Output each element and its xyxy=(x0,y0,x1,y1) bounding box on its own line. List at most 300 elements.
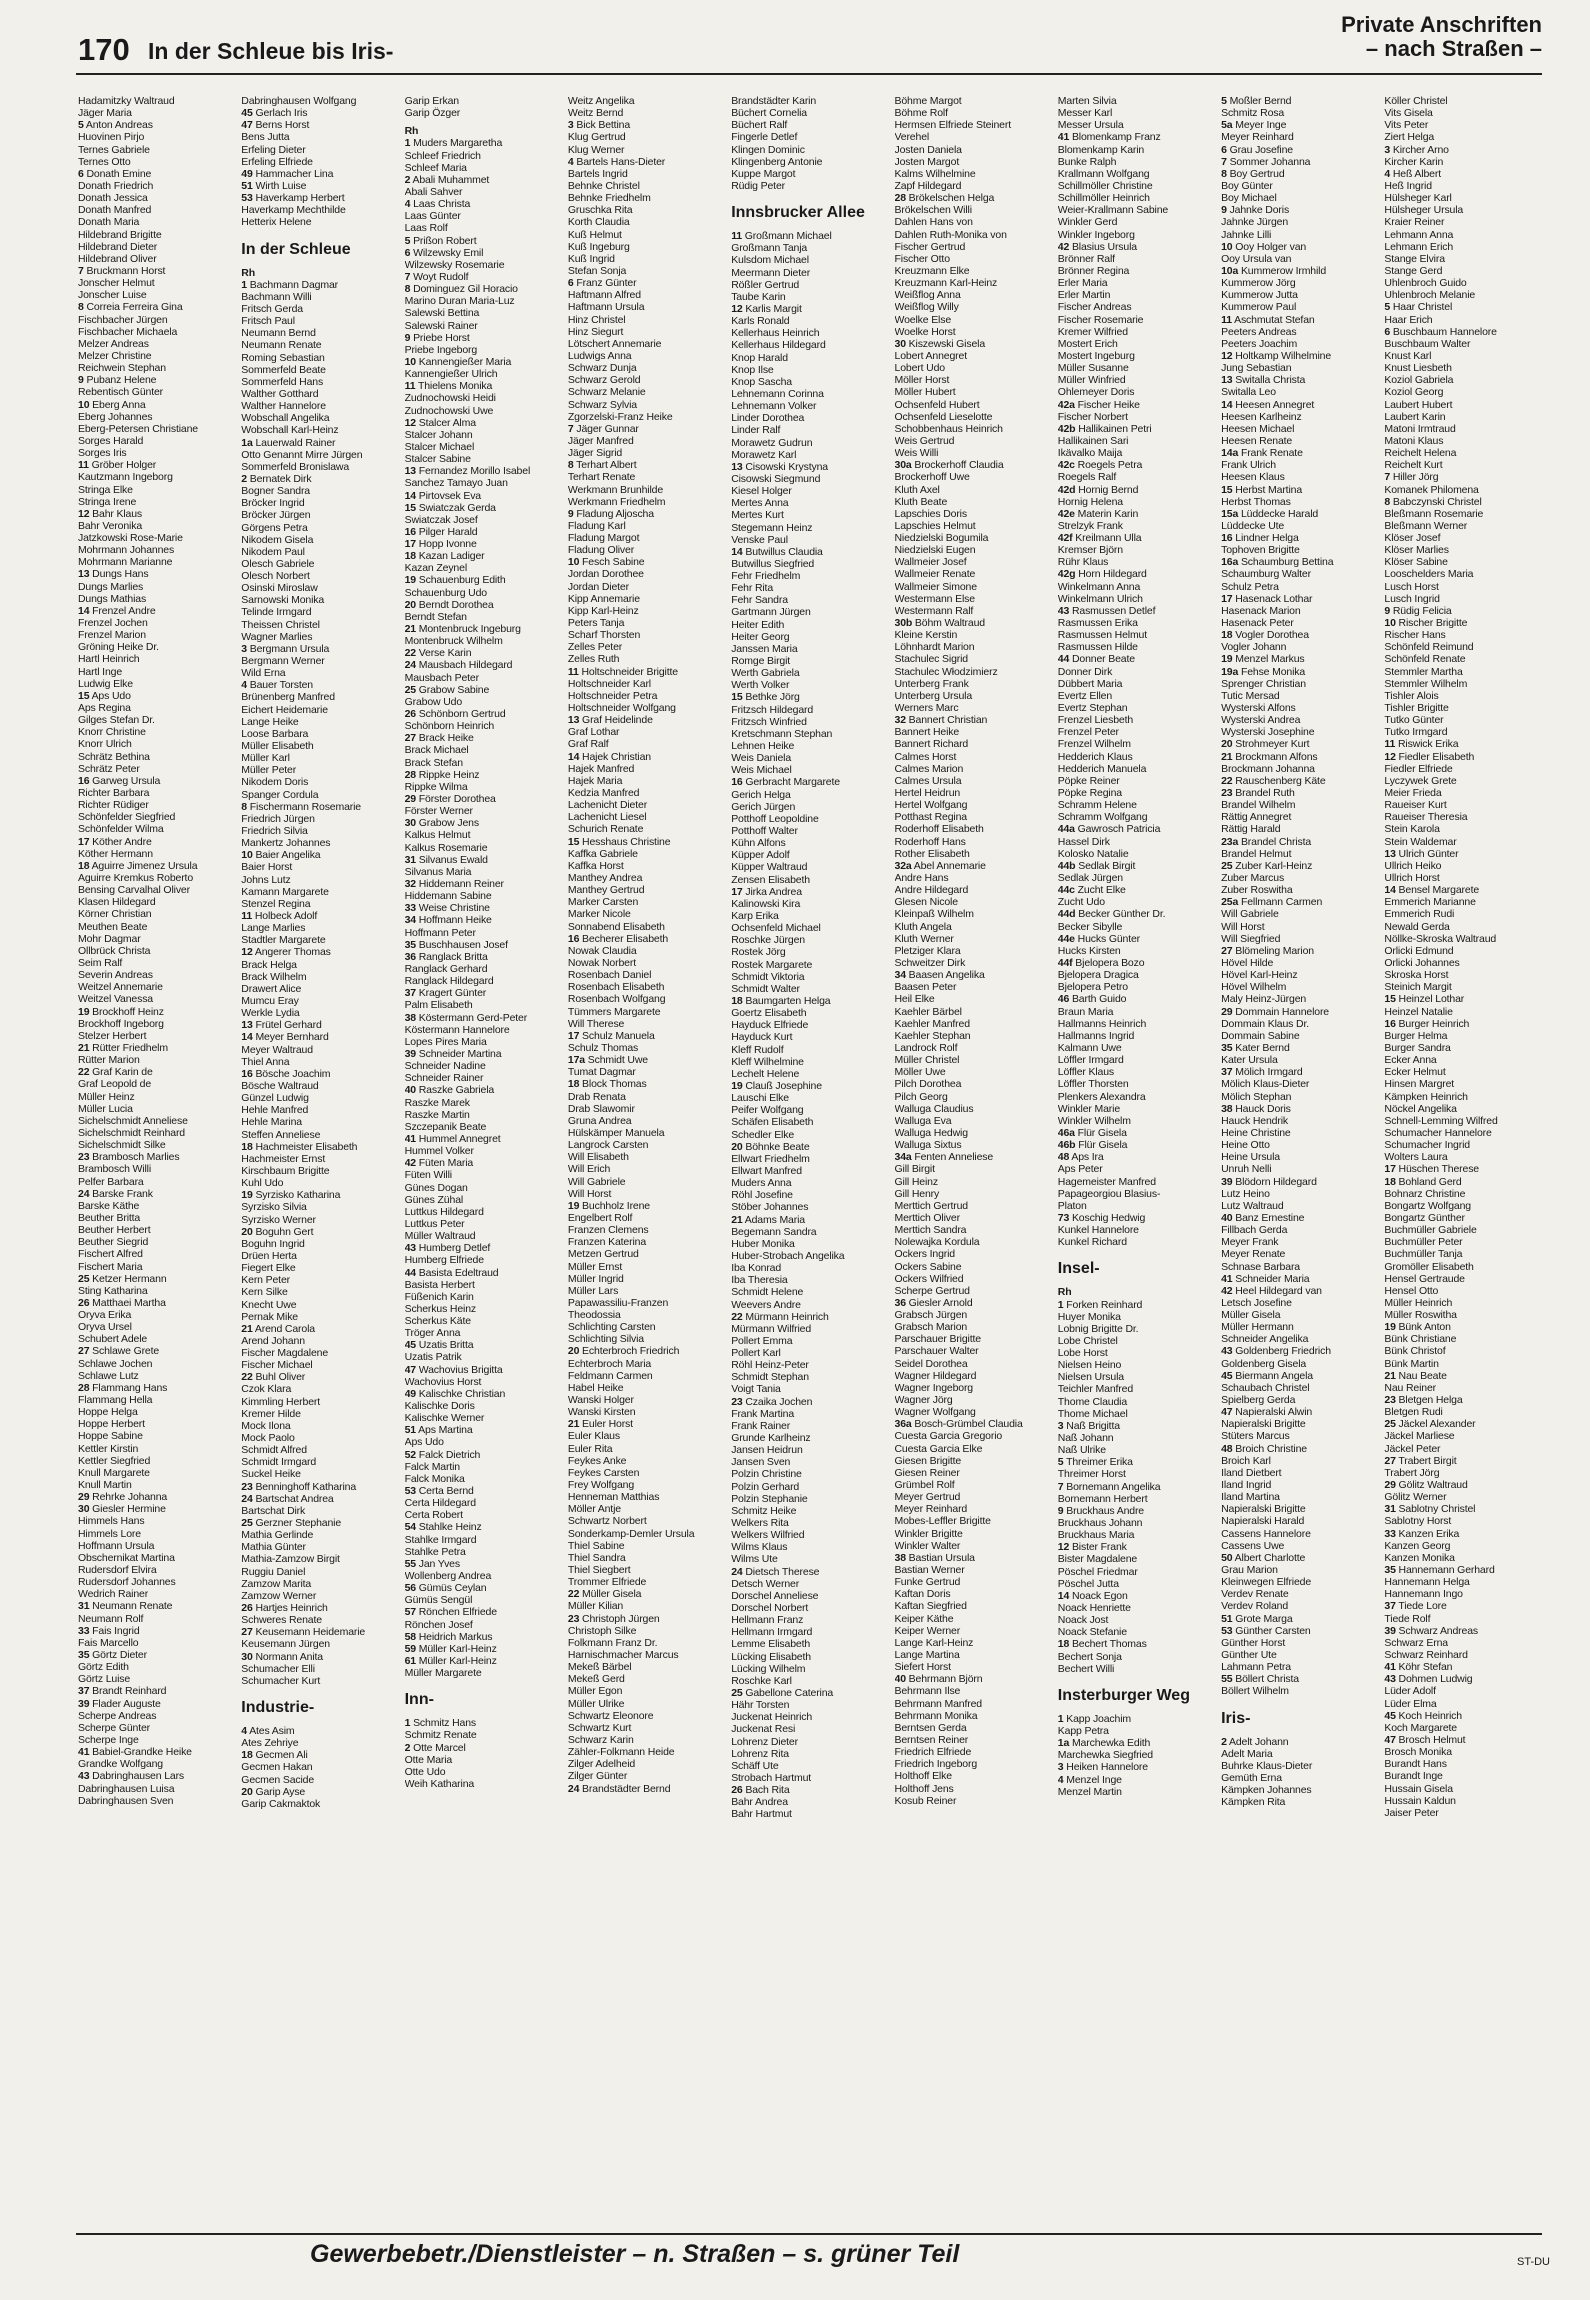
resident-entry: Dabringhausen Luisa xyxy=(78,1782,175,1795)
house-number: 5 xyxy=(1057,1456,1064,1469)
house-number: 15 xyxy=(1384,993,1396,1006)
resident-entry: Kummerow Jutta xyxy=(1221,289,1298,302)
resident-entry: Rosenbach Wolfgang xyxy=(567,993,666,1006)
resident-entry: Kuß Ingeburg xyxy=(567,240,630,253)
resident-entry: Ternes Gabriele xyxy=(78,143,150,156)
house-number: 12 xyxy=(241,946,253,959)
resident-entry: Fehr Rita xyxy=(731,582,774,595)
resident-entry: 42c Roegels Petra xyxy=(1057,459,1143,472)
house-number: 43 xyxy=(1057,604,1070,617)
resident-entry: 4 Bartels Hans-Dieter xyxy=(567,155,666,168)
resident-entry: Fischer Rosemarie xyxy=(1057,313,1144,326)
resident-entry: Osinski Miroslaw xyxy=(241,582,318,595)
resident-entry: 1a Marchewka Edith xyxy=(1057,1737,1151,1750)
house-number: 39 xyxy=(1384,1624,1396,1637)
resident-entry: Tiede Rolf xyxy=(1384,1612,1431,1625)
resident-entry: 21 Brockmann Alfons xyxy=(1221,750,1318,763)
resident-entry: Schwarz Karin xyxy=(567,1733,634,1746)
resident-entry: Grandke Wolfgang xyxy=(78,1758,163,1771)
resident-entry: Janssen Maria xyxy=(731,642,798,655)
resident-entry: Kalischke Doris xyxy=(404,1400,475,1413)
resident-entry: Wachovius Horst xyxy=(404,1375,482,1388)
resident-entry: 30 Giesler Hermine xyxy=(78,1503,166,1516)
resident-entry: 44a Gawrosch Patricia xyxy=(1057,823,1161,836)
resident-entry: Jordan Dorothee xyxy=(567,568,644,581)
resident-entry: Werth Gabriela xyxy=(731,667,800,680)
resident-entry: Venske Paul xyxy=(731,533,788,546)
resident-entry: Ellwart Manfred xyxy=(731,1164,802,1177)
house-number: 4 xyxy=(241,1725,247,1737)
resident-entry: 23 Brambosch Marlies xyxy=(78,1151,180,1164)
resident-entry: Reichelt Helena xyxy=(1384,447,1457,460)
resident-entry: Looschelders Maria xyxy=(1384,568,1474,581)
resident-entry: Stalcer Johann xyxy=(404,428,473,441)
resident-entry: Will Therese xyxy=(567,1017,625,1030)
resident-entry: Reichelt Kurt xyxy=(1384,459,1443,472)
resident-entry: Kühn Alfons xyxy=(731,837,786,850)
directory-column xyxy=(1058,95,1224,2210)
house-number: 43 xyxy=(1384,1673,1396,1686)
resident-entry: 38 Bastian Ursula xyxy=(894,1551,975,1564)
house-number: 51 xyxy=(1221,1612,1233,1625)
resident-entry: Reichwein Stephan xyxy=(78,362,166,375)
house-number: 14 xyxy=(567,750,580,763)
resident-entry: Harnischmacher Marcus xyxy=(567,1649,679,1661)
house-number: 40 xyxy=(894,1673,906,1686)
resident-entry: Hövel Karl-Heinz xyxy=(1221,969,1298,982)
resident-entry: Taube Karin xyxy=(731,290,786,303)
resident-entry: Jonscher Luise xyxy=(78,289,147,302)
resident-entry: Schulz Thomas xyxy=(567,1041,639,1054)
resident-entry: Lusch Ingrid xyxy=(1384,592,1440,605)
resident-entry: 27 Brack Heike xyxy=(404,732,474,745)
house-number: 13 xyxy=(567,714,580,727)
resident-entry: 9 Rüdig Felicia xyxy=(1384,604,1452,617)
resident-entry: Frank Rainer xyxy=(731,1419,791,1432)
resident-entry: Euler Rita xyxy=(567,1442,613,1455)
resident-entry: Fischbacher Michaela xyxy=(78,325,178,338)
resident-entry: Skroska Horst xyxy=(1384,969,1449,982)
resident-entry: Mertes Kurt xyxy=(731,509,784,522)
house-number: 52 xyxy=(404,1448,416,1461)
house-number: 27 xyxy=(1384,1454,1396,1467)
resident-entry: 25 Gerzner Stephanie xyxy=(241,1517,342,1530)
resident-entry: Mölich Stephan xyxy=(1221,1090,1292,1103)
resident-entry: Bruckhaus Maria xyxy=(1057,1529,1135,1542)
house-number: 41 xyxy=(1384,1661,1396,1674)
resident-entry: 45 Koch Heinrich xyxy=(1384,1709,1462,1722)
house-number: 10 xyxy=(567,556,580,569)
resident-entry: 48 Broich Christine xyxy=(1221,1442,1307,1455)
resident-entry: Silvanus Maria xyxy=(404,865,472,878)
house-number: 14 xyxy=(1057,1589,1070,1602)
resident-entry: Gromöller Elisabeth xyxy=(1384,1260,1474,1273)
resident-entry: Pollert Emma xyxy=(731,1334,793,1347)
resident-entry: 14 Pirtovsek Eva xyxy=(404,489,481,502)
resident-entry: 42 Füten Maria xyxy=(404,1157,474,1170)
resident-entry: Keiper Werner xyxy=(894,1624,961,1637)
resident-entry: Scherpe Günter xyxy=(78,1721,151,1734)
house-number: 2 xyxy=(241,472,247,485)
resident-entry: 25 Gabellone Caterina xyxy=(731,1687,834,1699)
house-number: 2 xyxy=(404,173,411,186)
resident-entry: Oryva Erika xyxy=(78,1309,132,1322)
house-number: 24 xyxy=(78,1187,90,1200)
resident-entry: Löffler Irmgard xyxy=(1057,1054,1124,1067)
resident-entry: 33 Kanzen Erika xyxy=(1384,1527,1460,1540)
house-number: 14 xyxy=(241,1031,253,1044)
resident-entry: Jansen Heidrun xyxy=(731,1444,803,1457)
house-number: 23 xyxy=(241,1480,253,1493)
directory-column xyxy=(731,95,897,2210)
resident-entry: Certa Hildegard xyxy=(404,1497,476,1510)
resident-entry: Mekeß Bärbel xyxy=(567,1661,632,1674)
resident-entry: Buchmüller Peter xyxy=(1384,1236,1463,1249)
house-number: 21 xyxy=(1221,750,1233,763)
resident-entry: Metzen Gertrud xyxy=(567,1248,639,1261)
resident-entry: Lechelt Helene xyxy=(731,1067,800,1080)
resident-entry: Bröcker Jürgen xyxy=(241,509,311,522)
house-number: 29 xyxy=(404,793,416,806)
resident-entry: Fischer Magdalene xyxy=(241,1347,329,1360)
house-number: 20 xyxy=(404,598,416,611)
resident-entry: Kämpken Johannes xyxy=(1221,1784,1312,1797)
resident-entry: Orlicki Edmund xyxy=(1384,944,1454,957)
resident-entry: Schumacher Kurt xyxy=(241,1674,321,1687)
resident-entry: Sprenger Christian xyxy=(1221,677,1306,690)
footer-note: Gewerbebetr./Dienstleister – n. Straßen – s. grüner Teil xyxy=(310,2240,960,2268)
resident-entry: Sedlak Jürgen xyxy=(1057,872,1123,884)
house-number: 11 xyxy=(567,665,579,678)
resident-entry: Stachulec Włodzimierz xyxy=(894,665,998,678)
house-number: 61 xyxy=(404,1655,416,1667)
resident-entry: 21 Rütter Friedhelm xyxy=(78,1041,168,1054)
resident-entry: Dommain Sabine xyxy=(1221,1029,1300,1042)
resident-entry: Ockers Wilfried xyxy=(894,1272,964,1285)
resident-entry: Stange Gerd xyxy=(1384,264,1443,277)
resident-entry: Schauenburg Udo xyxy=(404,586,487,599)
resident-entry: Hannemann Helga xyxy=(1384,1576,1470,1589)
resident-entry: Bröcker Ingrid xyxy=(241,497,305,510)
house-number: 6 xyxy=(78,167,84,180)
resident-entry: 8 Boy Gertrud xyxy=(1221,167,1285,180)
resident-entry: Müller Egon xyxy=(567,1685,623,1698)
house-number: 24 xyxy=(567,1782,580,1795)
resident-entry: Heesen Renate xyxy=(1221,434,1293,447)
resident-entry: Burandt Hans xyxy=(1384,1758,1447,1771)
house-number: 41 xyxy=(78,1746,90,1759)
resident-entry: Bongartz Wolfgang xyxy=(1384,1199,1471,1212)
resident-entry: Beuther Herbert xyxy=(78,1224,151,1237)
resident-entry: Schäfen Elisabeth xyxy=(731,1116,814,1129)
resident-entry: Czok Klara xyxy=(241,1383,292,1396)
section-title: Private Anschriften xyxy=(1341,12,1542,37)
resident-entry: Rättig Harald xyxy=(1221,823,1281,836)
resident-entry: Lehnemann Volker xyxy=(731,400,817,413)
resident-entry: Pilch Dorothea xyxy=(894,1078,962,1091)
resident-entry: Hoffmann Ursula xyxy=(78,1539,155,1552)
resident-entry: Schwartz Kurt xyxy=(567,1721,632,1734)
resident-entry: 17 Schulz Manuela xyxy=(567,1029,655,1042)
resident-entry: 44 Donner Beate xyxy=(1057,653,1135,666)
resident-entry: Schramm Wolfgang xyxy=(1057,811,1148,824)
house-number: 26 xyxy=(241,1602,253,1615)
resident-entry: Kolosko Natalie xyxy=(1057,847,1129,860)
resident-entry: Fiedler Elfriede xyxy=(1384,762,1453,775)
resident-entry: 3 Naß Brigitta xyxy=(1057,1419,1120,1432)
resident-entry: Schmitz Renate xyxy=(404,1729,477,1742)
resident-entry: 19 Buchholz Irene xyxy=(567,1199,650,1212)
resident-entry: Zelles Ruth xyxy=(567,653,620,666)
resident-entry: Scherpe Gertrud xyxy=(894,1284,970,1297)
resident-entry: Köther Hermann xyxy=(78,847,153,860)
resident-entry: Jahnke Lilli xyxy=(1221,228,1272,241)
house-number: 18 xyxy=(241,1140,253,1153)
resident-entry: Stöber Johannes xyxy=(731,1201,809,1214)
resident-entry: Ockers Sabine xyxy=(894,1260,962,1273)
resident-entry: Thome Claudia xyxy=(1057,1395,1128,1408)
resident-entry: Schaubach Christel xyxy=(1221,1381,1310,1394)
resident-entry: Giesen Reiner xyxy=(894,1466,960,1479)
resident-entry: Sarnowski Monika xyxy=(241,594,325,607)
resident-entry: Klöser Josef xyxy=(1384,532,1441,545)
resident-entry: Nowak Claudia xyxy=(567,944,637,957)
resident-entry: Lemme Elisabeth xyxy=(731,1638,811,1651)
resident-entry: Förster Werner xyxy=(404,805,473,818)
resident-entry: Lohrenz Rita xyxy=(731,1747,789,1760)
resident-entry: Franzen Clemens xyxy=(567,1224,649,1237)
resident-entry: Heesen Klaus xyxy=(1221,471,1285,484)
resident-entry: Meyer Gertrud xyxy=(894,1491,961,1504)
resident-entry: Langrock Carsten xyxy=(567,1139,649,1152)
resident-entry: Baier Horst xyxy=(241,861,293,874)
house-number: 8 xyxy=(1384,495,1391,508)
resident-entry: 56 Gümüs Ceylan xyxy=(404,1582,487,1595)
resident-entry: Hummel Volker xyxy=(404,1145,474,1158)
resident-entry: Pletziger Klara xyxy=(894,944,961,957)
house-number: 18 xyxy=(1221,629,1233,642)
resident-entry: Raszke Martin xyxy=(404,1108,470,1121)
resident-entry: 5 Prißon Robert xyxy=(404,234,477,247)
resident-entry: 5 Moßler Bernd xyxy=(1221,95,1292,107)
resident-entry: Woelke Else xyxy=(894,313,952,326)
resident-entry: Dommain Klaus Dr. xyxy=(1221,1017,1309,1030)
resident-entry: Erler Maria xyxy=(1057,277,1108,290)
resident-entry: Berntsen Gerda xyxy=(894,1721,967,1734)
resident-entry: Brack Wilhelm xyxy=(241,970,307,983)
resident-entry: 45 Biermann Angela xyxy=(1221,1369,1313,1382)
resident-entry: Heesen Michael xyxy=(1221,422,1295,435)
resident-entry: Brandel Wilhelm xyxy=(1221,799,1296,812)
resident-entry: Rebentisch Günter xyxy=(78,386,163,399)
resident-entry: Müller Lucia xyxy=(78,1102,133,1115)
resident-entry: 1 Schmitz Hans xyxy=(404,1717,477,1730)
house-number: 43 xyxy=(1221,1345,1233,1358)
house-number: 41 xyxy=(1221,1272,1233,1285)
resident-entry: Ranglack Gerhard xyxy=(404,962,488,975)
resident-entry: 7 Sommer Johanna xyxy=(1221,155,1311,168)
resident-entry: Gilges Stefan Dr. xyxy=(78,714,155,727)
resident-entry: Schwarz Melanie xyxy=(567,386,646,399)
resident-entry: Gümüs Sengül xyxy=(404,1594,473,1607)
resident-entry: Müller Lars xyxy=(567,1284,619,1297)
resident-entry: Wanski Kirsten xyxy=(567,1406,636,1419)
house-number: 36 xyxy=(404,950,416,963)
resident-entry: 42d Hornig Bernd xyxy=(1057,483,1139,496)
house-number: 17 xyxy=(731,885,743,898)
house-number: 8 xyxy=(78,301,84,314)
page-number: 170 xyxy=(78,32,130,67)
resident-entry: Gartmann Jürgen xyxy=(731,606,811,619)
house-number: 19 xyxy=(1384,1321,1396,1334)
resident-entry: 20 Garip Ayse xyxy=(241,1785,306,1798)
house-number: 55 xyxy=(1221,1673,1233,1686)
house-number: 41 xyxy=(1057,131,1070,144)
street-side-marker: Rh xyxy=(241,266,255,279)
resident-entry: Stefan Sonja xyxy=(567,264,627,277)
directory-column xyxy=(568,95,734,2210)
resident-entry: Müller Gisela xyxy=(1221,1309,1281,1322)
resident-entry: Frenzel Liesbeth xyxy=(1057,714,1134,727)
resident-entry: Klug Werner xyxy=(567,143,625,156)
resident-entry: 26 Schönborn Gertrud xyxy=(404,708,506,721)
house-number: 12 xyxy=(731,302,743,315)
resident-entry: Stelzer Herbert xyxy=(78,1029,147,1042)
resident-entry: Schurich Renate xyxy=(567,823,644,836)
resident-entry: Kuß Ingrid xyxy=(567,252,615,265)
resident-entry: Loose Barbara xyxy=(241,727,309,740)
resident-entry: 15 Herbst Martina xyxy=(1221,483,1303,496)
resident-entry: Falck Martin xyxy=(404,1460,460,1473)
resident-entry: Kautzmann Ingeborg xyxy=(78,471,173,484)
resident-entry: Franzen Katerina xyxy=(567,1236,647,1249)
resident-entry: Bohnarz Christine xyxy=(1384,1187,1466,1200)
resident-entry: Kummerow Paul xyxy=(1221,301,1297,314)
house-number: 48 xyxy=(1221,1442,1233,1455)
resident-entry: Winkelmann Ulrich xyxy=(1057,592,1143,605)
resident-entry: 12 Angerer Thomas xyxy=(241,946,331,959)
resident-entry: Dahlen Ruth-Monika von xyxy=(894,228,1007,241)
resident-entry: 8 Dominguez Gil Horacio xyxy=(404,283,518,296)
resident-entry: Jäckel Peter xyxy=(1384,1442,1441,1455)
resident-entry: Cassens Uwe xyxy=(1221,1539,1285,1552)
resident-entry: Thiel Siegbert xyxy=(567,1564,631,1577)
resident-entry: Tumat Dagmar xyxy=(567,1066,636,1079)
resident-entry: Garip Cakmaktok xyxy=(241,1797,321,1810)
resident-entry: Fehr Sandra xyxy=(731,594,788,607)
resident-entry: Burger Helma xyxy=(1384,1029,1448,1042)
resident-entry: Josten Daniela xyxy=(894,143,962,156)
resident-entry: Brandstädter Karin xyxy=(731,95,817,107)
house-number: 1a xyxy=(241,436,253,449)
resident-entry: Schubert Adele xyxy=(78,1333,148,1346)
resident-entry: 30b Böhm Waltraud xyxy=(894,617,985,630)
house-number: 1 xyxy=(404,1717,411,1730)
resident-entry: Haverkamp Mechthilde xyxy=(241,204,346,217)
resident-entry: Brockhoff Ingeborg xyxy=(78,1017,164,1030)
resident-entry: Müller Hermann xyxy=(1221,1321,1294,1334)
resident-entry: Gemüth Erna xyxy=(1221,1771,1282,1784)
resident-entry: Sanchez Tamayo Juan xyxy=(404,477,508,490)
resident-entry: Hallmanns Ingrid xyxy=(1057,1029,1135,1042)
house-number: 18 xyxy=(404,550,416,563)
resident-entry: Mostert Ingeburg xyxy=(1057,349,1135,362)
resident-entry: 16 Becherer Elisabeth xyxy=(567,932,669,945)
resident-entry: 23a Brandel Christa xyxy=(1221,835,1312,848)
house-number: 30 xyxy=(404,817,416,830)
house-number: 55 xyxy=(404,1557,416,1570)
house-number: 15 xyxy=(404,501,416,514)
resident-entry: Hauck Hendrik xyxy=(1221,1114,1289,1127)
house-number: 14a xyxy=(1221,447,1239,460)
resident-entry: 17a Schmidt Uwe xyxy=(567,1054,648,1067)
resident-entry: 44c Zucht Elke xyxy=(1057,884,1126,897)
resident-entry: Merttich Gertrud xyxy=(894,1199,968,1212)
resident-entry: Günther Horst xyxy=(1221,1636,1286,1649)
resident-entry: Verehel xyxy=(894,131,930,144)
resident-entry: 1 Bachmann Dagmar xyxy=(241,278,338,291)
resident-entry: 3 Bergmann Ursula xyxy=(241,642,330,655)
resident-entry: 28 Brökelschen Helga xyxy=(894,192,995,205)
resident-entry: Müller Heinz xyxy=(78,1090,135,1103)
resident-entry: Berndt Stefan xyxy=(404,610,467,623)
house-number: 21 xyxy=(567,1418,580,1431)
resident-entry: 10 Fesch Sabine xyxy=(567,556,645,569)
resident-entry: Kosub Reiner xyxy=(894,1794,957,1807)
resident-entry: Bastian Werner xyxy=(894,1564,965,1577)
resident-entry: Tutic Mersad xyxy=(1221,689,1280,702)
house-number: 13 xyxy=(731,460,743,473)
resident-entry: Buhrke Klaus-Dieter xyxy=(1221,1759,1313,1772)
resident-entry: Tishler Brigitte xyxy=(1384,702,1449,715)
street-heading: Inn- xyxy=(404,1691,434,1709)
resident-entry: Rostek Margarete xyxy=(731,958,813,971)
resident-entry: 13 Switalla Christa xyxy=(1221,374,1306,387)
resident-entry: Eberg-Petersen Christiane xyxy=(78,422,198,435)
resident-entry: 11 Riswick Erika xyxy=(1384,738,1459,751)
house-number: 25 xyxy=(78,1272,90,1285)
resident-entry: Ikävalko Maija xyxy=(1057,447,1123,460)
resident-entry: Kalkus Helmut xyxy=(404,829,471,842)
house-number: 29 xyxy=(78,1491,90,1504)
resident-entry: 31 Sablotny Christel xyxy=(1384,1503,1476,1516)
resident-entry: Voigt Tania xyxy=(731,1383,781,1396)
resident-entry: Dübbert Maria xyxy=(1057,677,1123,690)
resident-entry: Bogner Sandra xyxy=(241,485,310,498)
resident-entry: 5a Meyer Inge xyxy=(1221,119,1287,132)
resident-entry: Potthoff Walter xyxy=(731,825,798,838)
resident-entry: Feldmann Carmen xyxy=(567,1369,653,1382)
resident-entry: Müller Waltraud xyxy=(404,1230,476,1243)
resident-entry: Cisowski Siegmund xyxy=(731,472,821,485)
resident-entry: Roming Sebastian xyxy=(241,351,325,364)
resident-entry: 35 Görtz Dieter xyxy=(78,1649,147,1661)
resident-entry: Kluth Beate xyxy=(894,495,948,508)
resident-entry: Wilms Ute xyxy=(731,1553,778,1566)
house-number: 15 xyxy=(1221,483,1233,496)
resident-entry: Weis Gertrud xyxy=(894,434,955,447)
resident-entry: 23 Benninghoff Katharina xyxy=(241,1480,357,1493)
resident-entry: Möller Uwe xyxy=(894,1066,946,1079)
resident-entry: Lange Karl-Heinz xyxy=(894,1636,974,1649)
resident-entry: Lyczywek Grete xyxy=(1384,774,1457,787)
house-number: 12 xyxy=(1221,349,1233,362)
resident-entry: Telinde Irmgard xyxy=(241,606,312,619)
resident-entry: Vogler Johann xyxy=(1221,641,1287,654)
house-number: 37 xyxy=(404,987,416,1000)
house-number: 10 xyxy=(1221,240,1233,253)
directory-column xyxy=(1221,95,1387,2210)
